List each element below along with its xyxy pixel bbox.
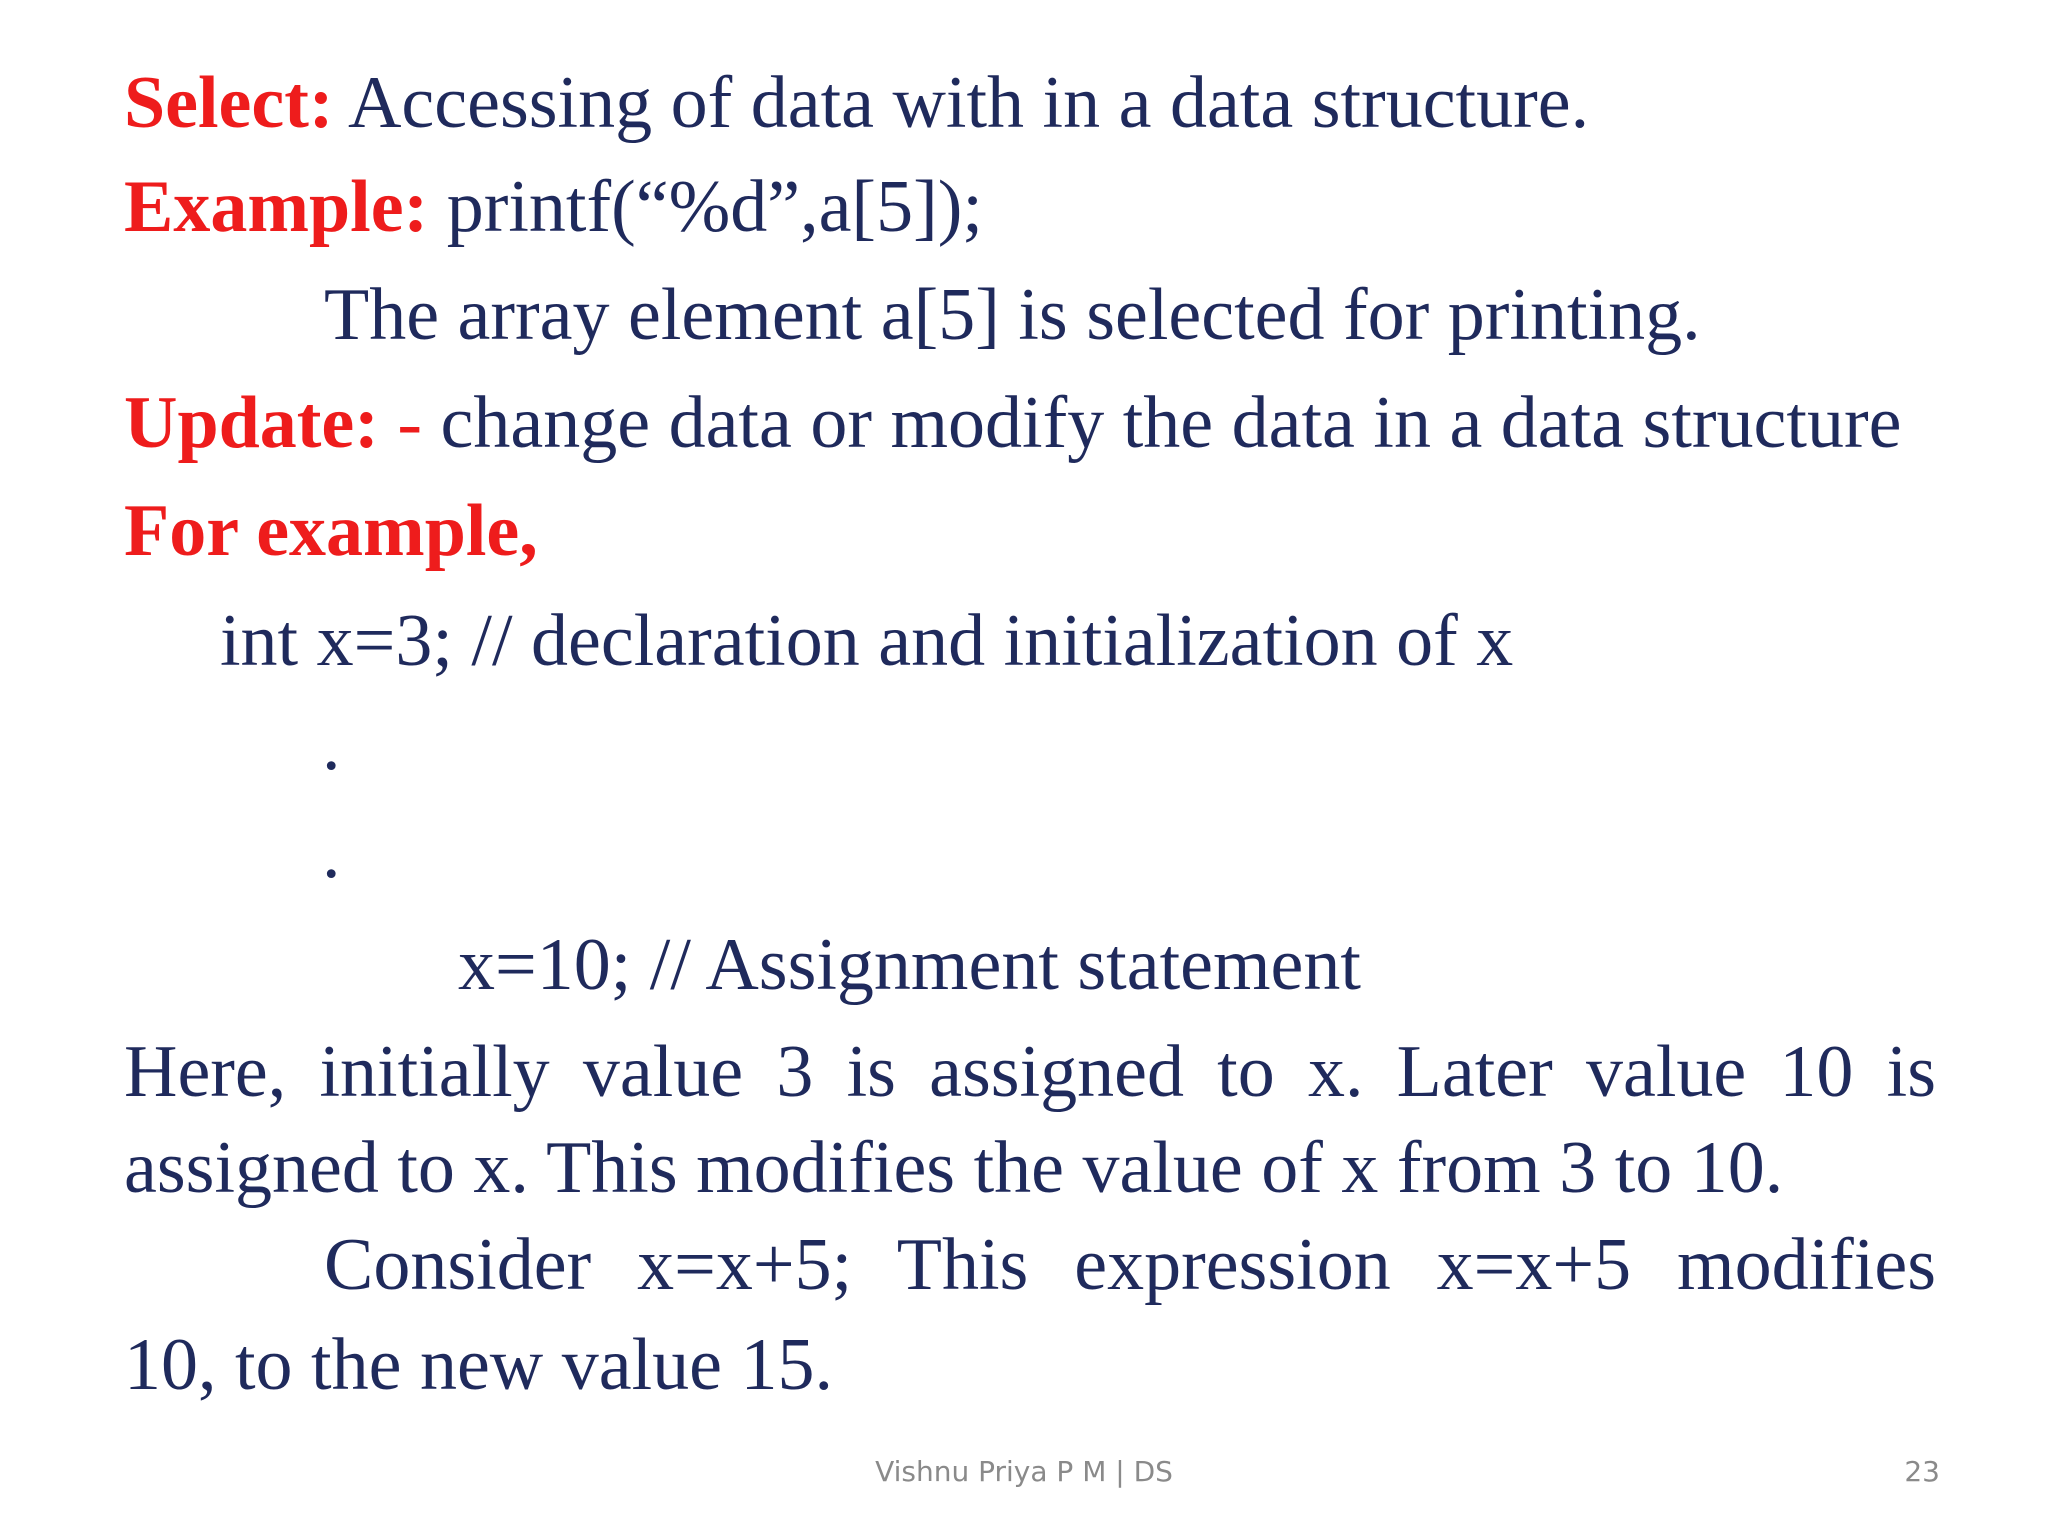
update-dash: - — [378, 382, 423, 464]
explanation-paragraph: Here, initially value 3 is assigned to x. Later value 10 is assigned to x. This modifies the value of x from 3 to 10. — [124, 1031, 1936, 1209]
consider-line-2: 10, to the new value 15. — [124, 1324, 833, 1406]
footer-page-number: 23 — [1904, 1455, 1940, 1488]
example-line — [124, 166, 983, 248]
example-code: printf(“%d”,a[5]); — [428, 166, 983, 248]
for-example-heading: For example, — [124, 490, 538, 572]
example-note: The array element a[5] is selected for printing. — [324, 274, 1701, 356]
example-label: Example: — [124, 166, 429, 248]
footer-author: Vishnu Priya P M | DS — [875, 1455, 1173, 1488]
ellipsis-dot-1: . — [322, 704, 341, 786]
select-text: Accessing of data with in a data structure. — [333, 62, 1590, 144]
consider-line-1: Consider x=x+5; This expression x=x+5 modifies — [324, 1224, 1936, 1306]
code-assignment: x=10; // Assignment statement — [458, 924, 1361, 1006]
ellipsis-dot-2: . — [322, 812, 341, 894]
select-line — [124, 62, 1590, 144]
select-label: Select: — [124, 62, 334, 144]
update-line — [124, 382, 1902, 464]
update-text: change data or modify the data in a data structure — [422, 382, 1902, 464]
code-declaration: int x=3; // declaration and initialization of x — [220, 600, 1514, 682]
update-label: Update: — [124, 382, 379, 464]
